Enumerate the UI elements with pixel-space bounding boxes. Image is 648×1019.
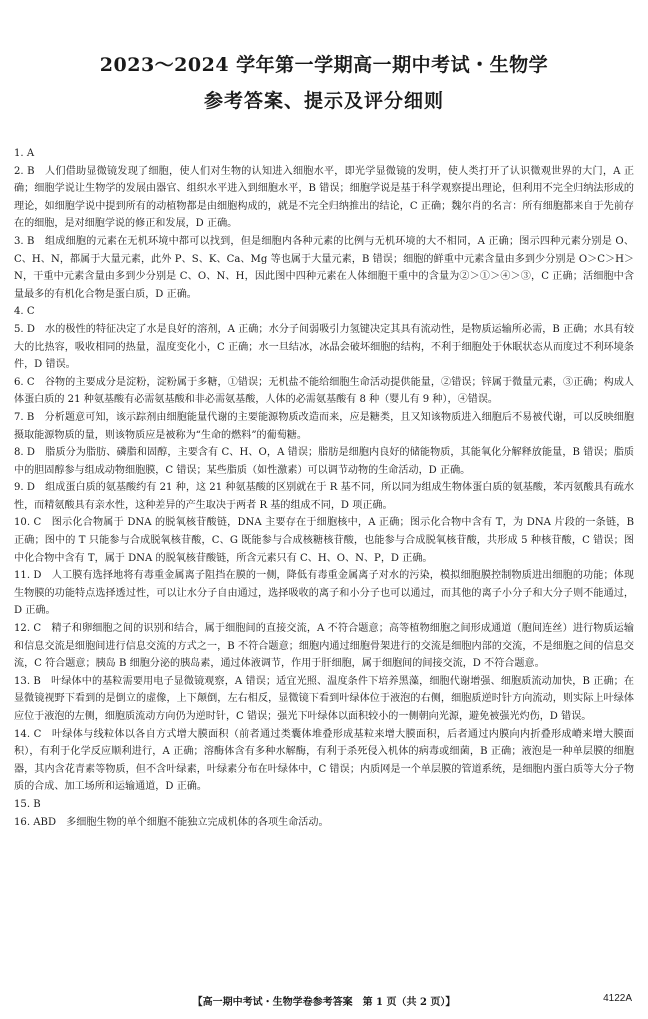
answer-item-9: 9. D 组成蛋白质的氨基酸约有 21 种，这 21 种氨基酸的区别就在于 R 基不同，所以同为组成生物体蛋白质的氨基酸，苯丙氨酸具有疏水性，而精氨酸具有亲水性，这种差异的产生取决于两者 R 基的组成不同，D 项正确。 [14,482,634,511]
answer-item-7: 7. B 分析题意可知，该示踪剂由细胞能量代谢的主要能源物质改造而来，应是糖类，且又知该物质进入细胞后不易被代谢，可以反映细胞摄取能源物质的量，则该物质应是被称为“生命的燃料”的葡萄糖。 [14,411,634,441]
answer-item-16: 16. ABD 多细胞生物的单个细胞不能独立完成机体的各项生命活动。 [14,816,329,828]
answer-item-14: 14. C 叶绿体与线粒体以各自方式增大膜面积（前者通过类囊体堆叠形成基粒来增大膜面积，后者通过内膜向内折叠形成嵴来增大膜面积），有利于化学反应顺利进行，A 正确；溶酶体含有多种水解酶，有利于杀死侵入机体的病毒或细菌，B 正确；液泡是一种单层膜的细胞器，其内含花青素等物质，但不含叶绿素，叶绿素分布在叶绿体中，C 错误；内质网是一个单层膜的管道系统，是细胞内蛋白质等大分子物质的合成、加工场所和运输通道，D 正确。 [14,728,634,793]
footer-page-info: 【高一期中考试・生物学卷参考答案 第 1 页（共 2 页）】 [192,997,456,1008]
document-title: 2023～2024 学年第一学期高一期中考试・生物学 [99,54,549,76]
answer-item-13: 13. B 叶绿体中的基粒需要用电子显微镜观察，A 错误；适宜光照、温度条件下培养黑藻，细胞代谢增强、细胞质流动加快，B 正确；在显微镜视野下看到的是倒立的虚像，上下颠倒，左右相反，显微镜下看到叶绿体位于液泡的右侧，细胞质逆时针方向流动，则实际上叶绿体应位于液泡的左侧，细胞质流动方向仍为逆时针，C 错误；强光下叶绿体以面积较小的一侧朝向光源，避免被强光灼伤，D 错误。 [14,675,634,722]
answer-item-6: 6. C 谷物的主要成分是淀粉，淀粉属于多糖，①错误；无机盐不能给细胞生命活动提供能量，②错误；锌属于微量元素，③正确；构成人体蛋白质的 21 种氨基酸有必需氨基酸和非必需氨基酸，人体的必需氨基酸有 8 种（婴儿有 9 种），④错误。 [14,376,634,406]
answer-item-5: 5. D 水的极性的特征决定了水是良好的溶剂，A 正确；水分子间弱吸引力氢键决定其具有流动性，是物质运输所必需，B 正确；水具有较大的比热容，吸收相同的热量，温度变化小，C 正确；水一旦结冰，冰晶会破坏细胞的结构，不利于细胞处于休眠状态从而度过不利环境条件，D 错误。 [14,323,634,371]
answer-item-11: 11. D 人工膜有选择地将有毒重金属离子阻挡在膜的一侧，降低有毒重金属离子对水的污染，模拟细胞膜控制物质进出细胞的功能；体现生物膜的功能特点选择透过性，可以让水分子自由通过，选择吸收的离子和小分子也可以通过，而其他的离子小分子和大分子则不能通过，D 正确。 [14,570,634,617]
answer-item-3: 3. B 组成细胞的元素在无机环境中都可以找到，但是细胞内各种元素的比例与无机环境的大不相同，A 正确；图示四种元素分别是 O、C、H、N，都属于大量元素，此外 P、S、K、Ca、Mg 等也属于大量元素，B 错误；细胞的鲜重中元素含量由多到少分别是 O＞C＞H＞N，干重中元素含量由多到少分别是 C、O、N、H，因此图中四种元素在人体细胞干重中的含量为②＞①＞④＞③，C 正确；活细胞中含量最多的有机化合物是蛋白质，D 正确。 [14,235,634,300]
answer-item-10: 10. C 图示化合物属于 DNA 的脱氧核苷酸链，DNA 主要存在于细胞核中，A 正确；图示化合物中含有 T，为 DNA 片段的一条链，B 正确；图中的 T 只能参与合成脱氧核苷酸，C、G 既能参与合成核糖核苷酸，也能参与合成脱氧核苷酸，共形成 5 种核苷酸，C 错误；图中化合物中含有 T，属于 DNA 的脱氧核苷酸链，所含元素只有 C、H、O、N、P，D 正确。 [14,517,634,564]
answer-item-2: 2. B 人们借助显微镜发现了细胞，使人们对生物的认知进入细胞水平，即光学显微镜的发明，使人类打开了认识微观世界的大门，A 正确；细胞学说让生物学的发展由器官、组织水平进入到细胞水平，B 错误；细胞学说是基于科学观察提出理论，但利用不完全归纳法形成的理论，如细胞学说中提到所有的动植物都是由细胞构成的，就是不完全归纳推出的结论，C 正确；魏尔肖的名言：所有细胞都来自于先前存在的细胞，是对细胞学说的修正和发展，D 正确。 [14,165,634,230]
document-subtitle: 参考答案、提示及评分细则 [203,90,444,112]
footer-paper-code: 4122A [603,993,632,1004]
answer-item-4: 4. C [14,306,35,318]
answer-list [14,145,634,831]
answer-item-12: 12. C 精子和卵细胞之间的识别和结合，属于细胞间的直接交流，A 不符合题意；高等植物细胞之间形成通道（胞间连丝）进行物质运输和信息交流是细胞间进行信息交流的方式之一，B 不符合题意；细胞内通过细胞骨架进行的交流是细胞内部的交流，不是细胞之间的信息交流，C 符合题意；胰岛 B 细胞分泌的胰岛素，通过体液调节，作用于肝细胞，属于细胞间的间接交流，D 不符合题意。 [14,623,634,670]
answer-item-15: 15. B [14,798,41,810]
answer-item-1: 1. A [14,148,35,159]
answer-item-8: 8. D 脂质分为脂肪、磷脂和固醇，主要含有 C、H、O，A 错误；脂肪是细胞内良好的储能物质，其能氧化分解释放能量，B 错误；脂质中的胆固醇参与组成动物细胞膜，C 错误；某些脂质（如性激素）可以调节动物的生命活动，D 正确。 [14,447,634,476]
